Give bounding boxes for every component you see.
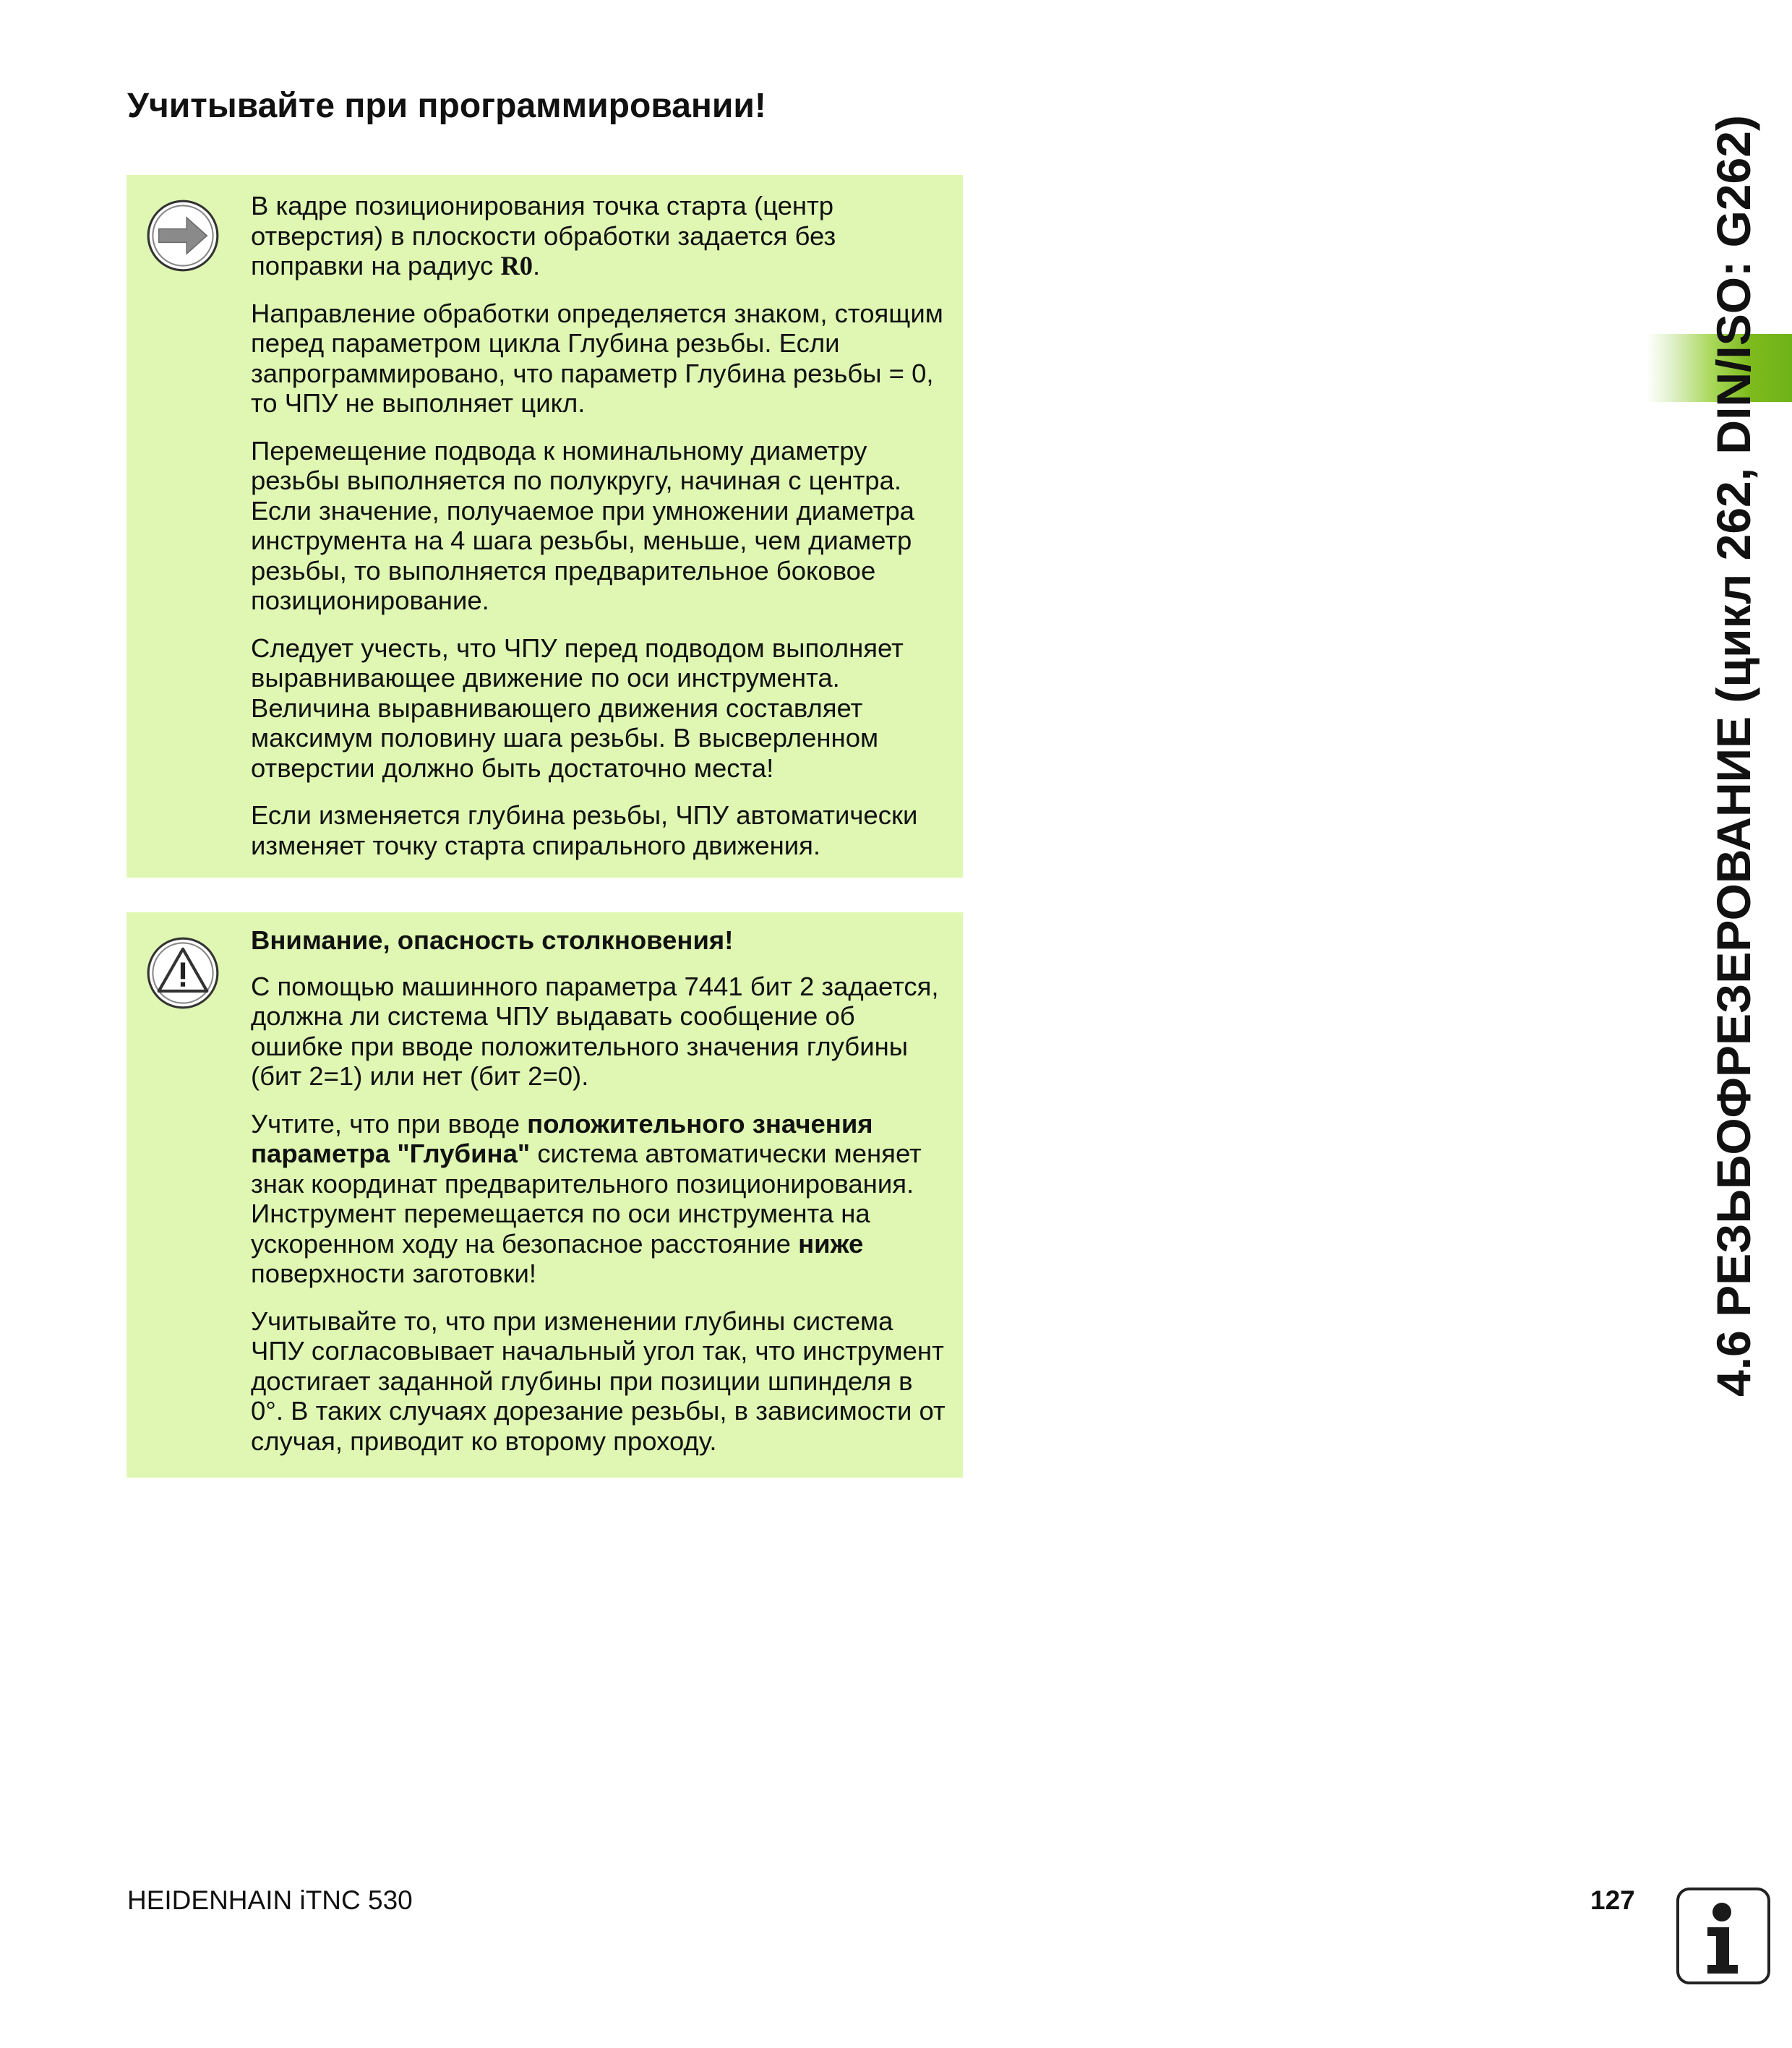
warning-paragraph-start-angle: Учитывайте то, что при изменении глубины система ЧПУ согласовывает начальный угол так, что инструмент достигает заданной глубины при позиции шпинделя в 0°. В таких случаях дорезание резьбы, в зависимости от случая, приводит ко второму проходу. <box>251 1306 946 1456</box>
radius-code: R0 <box>500 251 533 280</box>
note-paragraph-approach: Перемещение подвода к номинальному диаметру резьбы выполняется по полукругу, начиная с центра. Если значение, получаемое при умножении диаметра инструмента на 4 шага резьбы, меньше, чем диаметр резьбы, то выполняется предварительное боковое позиционирование. <box>251 435 914 615</box>
warning-paragraph-parameter: С помощью машинного параметра 7441 бит 2 задается, должна ли система ЧПУ выдавать сообщение об ошибке при вводе положительного значения глубины (бит 2=1) или нет (бит 2=0). <box>251 971 939 1091</box>
warning-text: система автоматически меняет знак координат предварительного позиционирования. Инструмент перемещается по оси инструмента на ускоренном ходу на безопасное расстояние <box>251 1139 922 1259</box>
note-paragraph-text: В кадре позиционирования точка старта (центр отверстия) в плоскости обработки задается без поправки на радиус <box>251 191 836 280</box>
note-paragraph-start-point <box>251 191 946 281</box>
arrow-right-icon <box>145 198 220 273</box>
note-paragraph-compensation: Следует учесть, что ЧПУ перед подводом выполняет выравнивающее движение по оси инструмента. Величина выравнивающего движения составляет максимум половину шага резьбы. В высверленном отверстии должно быть достаточно места! <box>251 633 904 783</box>
info-icon <box>1676 1887 1771 1985</box>
chapter-side-title: 4.6 РЕЗЬБОФРЕЗЕРОВАНИЕ (цикл 262, DIN/ISO: G262) <box>1707 115 1760 1397</box>
warning-box <box>127 912 963 1478</box>
footer-product-name: HEIDENHAIN iTNC 530 <box>127 1885 413 1915</box>
warning-paragraph-depth-sign <box>251 1109 946 1289</box>
section-title: Учитывайте при программировании! <box>127 87 766 125</box>
page-number: 127 <box>1590 1885 1635 1915</box>
warning-text: Учтите, что при вводе <box>251 1108 528 1139</box>
warning-title: Внимание, опасность столкновения! <box>251 925 734 955</box>
warning-triangle-icon <box>145 935 220 1011</box>
warning-text: поверхности заготовки! <box>251 1259 536 1288</box>
note-paragraph-direction: Направление обработки определяется знаком, стоящим перед параметром цикла Глубина резьбы. Если запрограммировано, что параметр Глубина резьбы = 0, то ЧПУ не выполняет цикл. <box>251 298 943 418</box>
warning-emphasis: ниже <box>798 1228 864 1259</box>
note-paragraph-depth-change: Если изменяется глубина резьбы, ЧПУ автоматически изменяет точку старта спирального движения. <box>251 800 918 860</box>
warning-emphasis: положительного значения параметра "Глубина" <box>251 1108 873 1168</box>
note-box <box>127 175 963 878</box>
note-paragraph-end: . <box>533 251 541 280</box>
